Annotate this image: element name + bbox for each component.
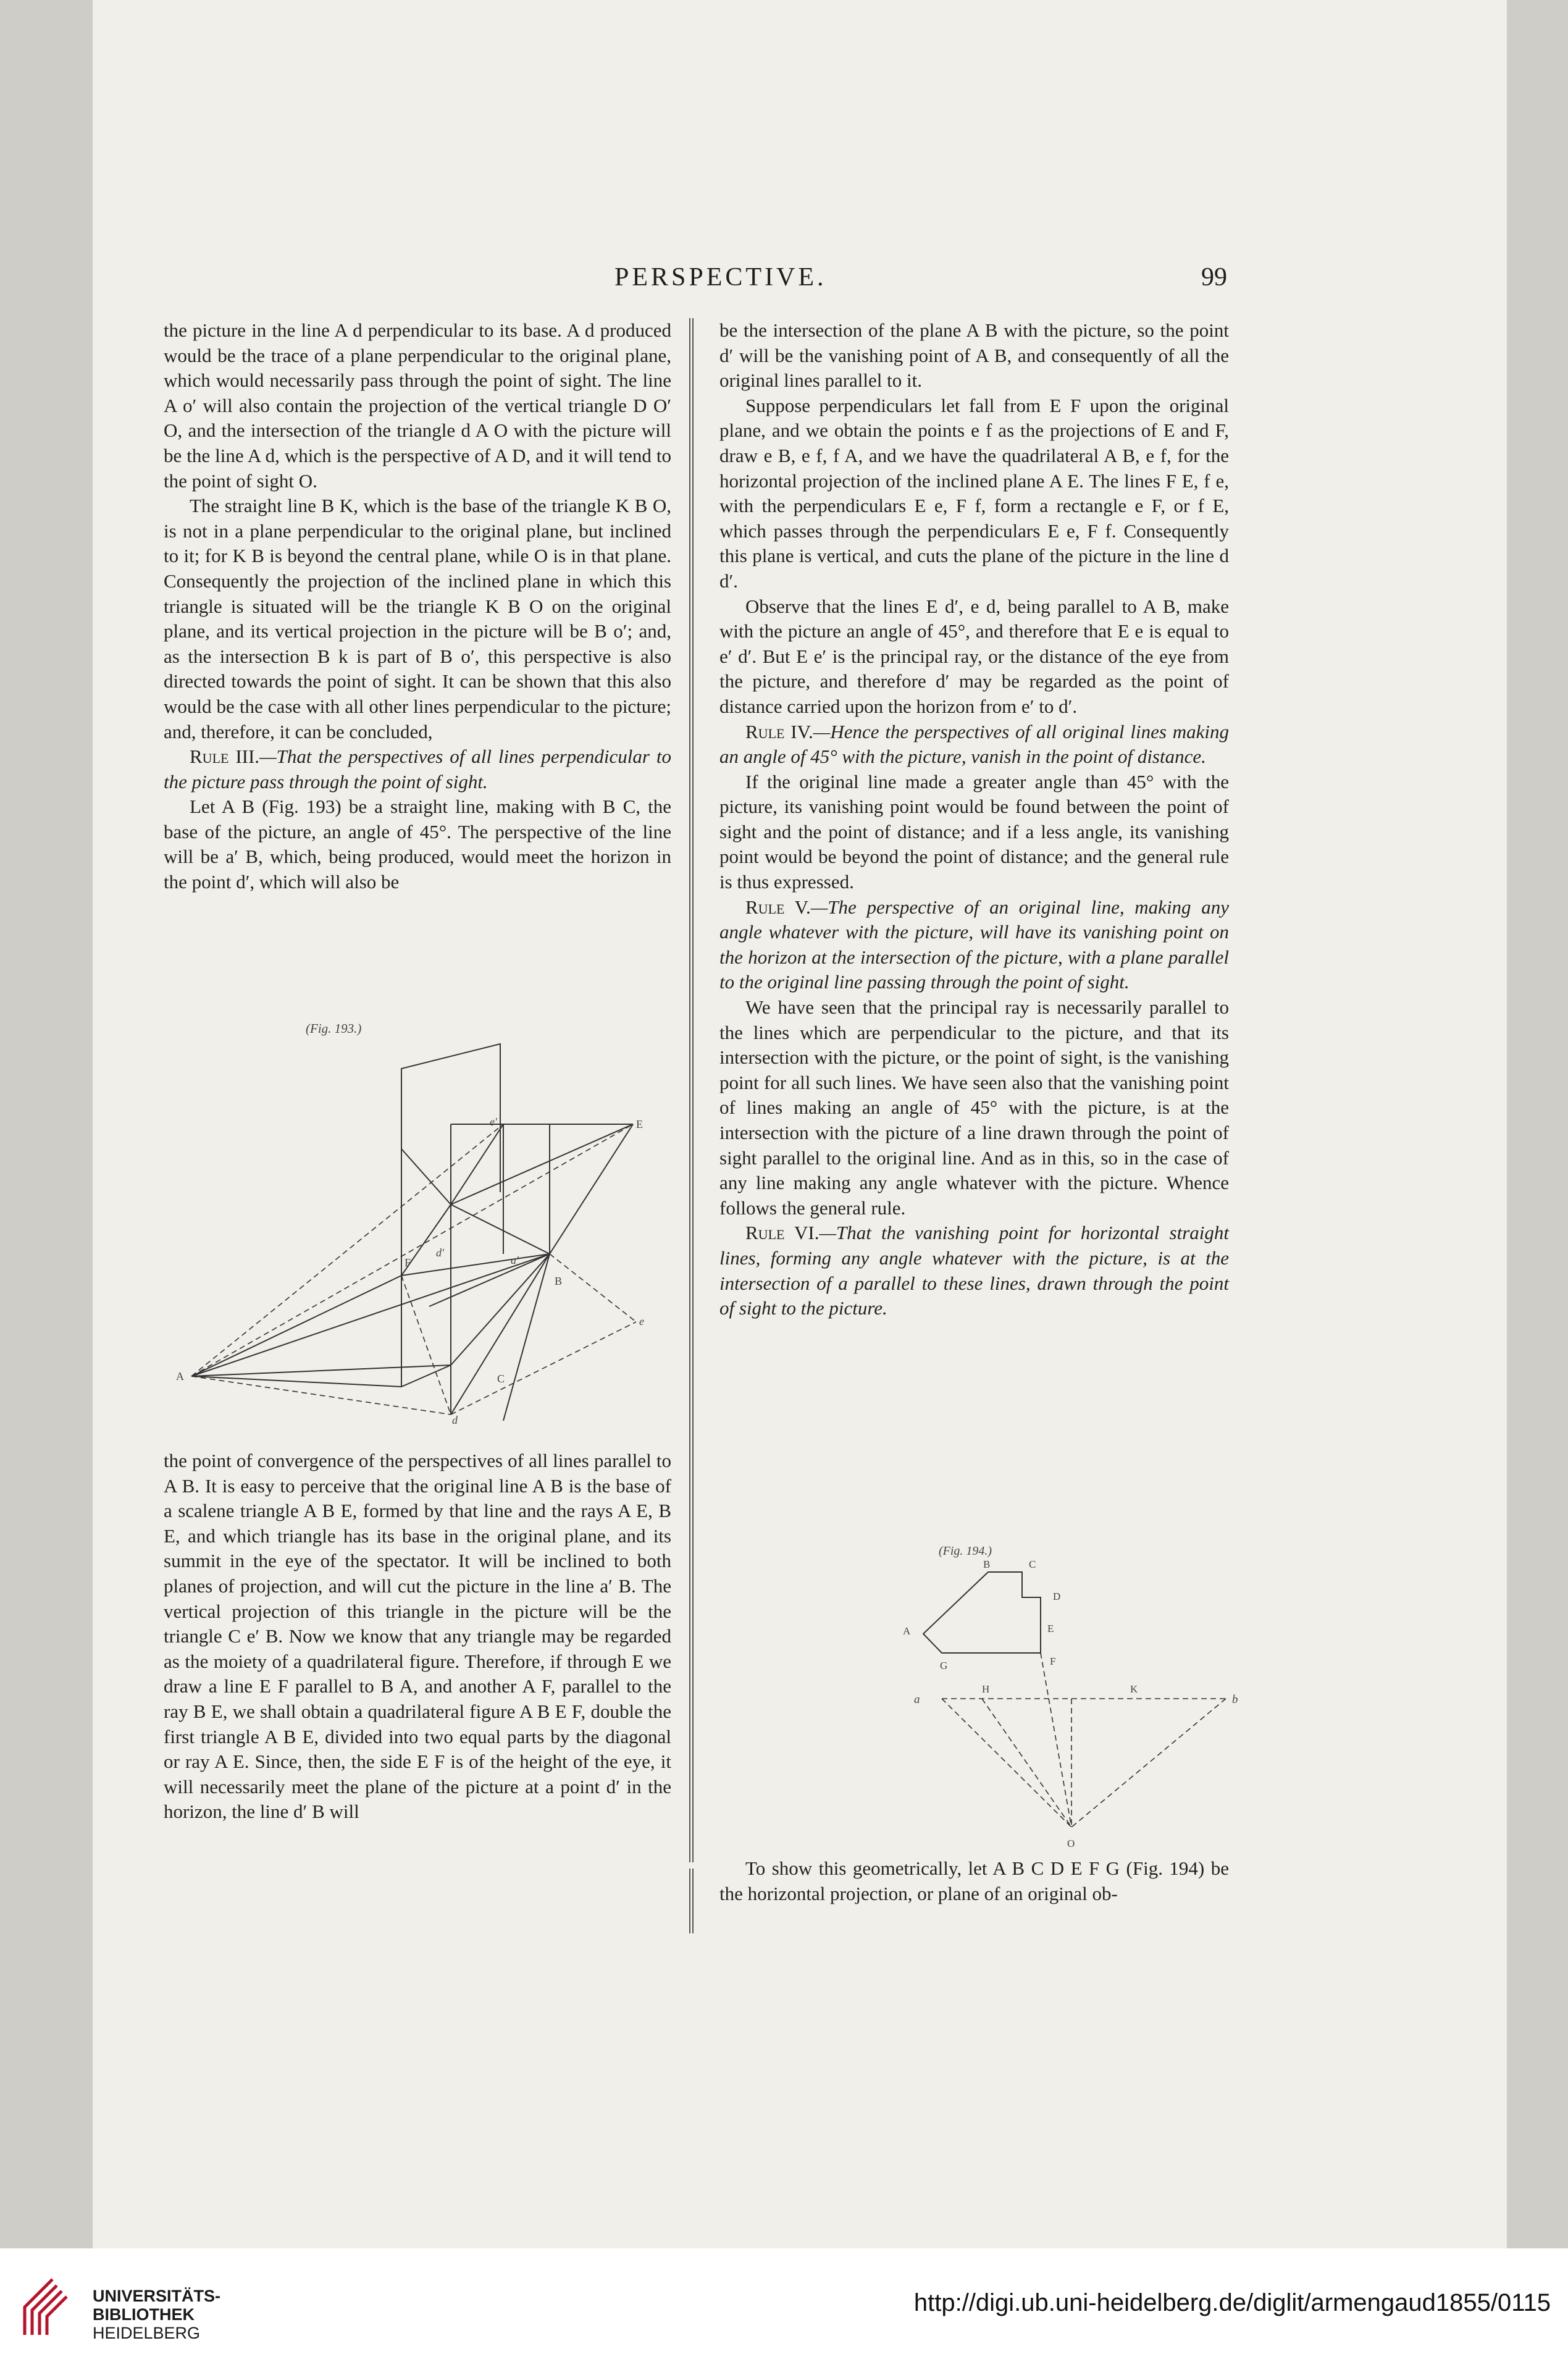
figure-193: [93, 0, 1507, 2248]
paragraph: Observe that the lines E d′, e d, being parallel to A B, make with the picture an angle of 45°, and therefore that E e is equal to e′ d′. But E e′ is the principal ray, or the distance of the eye from the picture, and therefore d′ may be regarded as the point of distance carried upon the horizon from e′ to d′.: [719, 595, 1229, 717]
fig193-caption: (Fig. 193.): [306, 1021, 362, 1036]
rule-text: —Hence the perspectives of all original lines making an angle of 45° with the picture, vanish in the point of distance.: [719, 720, 1229, 768]
fig194-label-H: H: [982, 1683, 990, 1695]
rule-number: Rule V.: [745, 896, 811, 918]
library-name-line1: UNIVERSITÄTS-: [93, 2287, 221, 2305]
paragraph: Suppose perpendiculars let fall from E F upon the original plane, and we obtain the points e f as the projections of E and F, draw e B, e f, f A, and we have the quadrilateral A B, e f, for the horizontal projection of the inclined plane A E. The lines F E, f e, with the perpendiculars E e, F f, form a rectangle e F, or f E, which passes through the perpendiculars E e, F f. Consequently this plane is vertical, and cuts the plane of the picture in the line d d′.: [719, 394, 1229, 592]
fig194-label-F: F: [1050, 1655, 1056, 1667]
rule-text: —The perspective of an original line, making any angle whatever with the picture, will have its vanishing point on the horizon at the intersection of the picture, with a plane parallel to the original line passing through the point of sight.: [719, 896, 1229, 993]
fig193-label-e-prime: e′: [490, 1116, 497, 1128]
fig193-label-E: E: [636, 1118, 643, 1130]
library-logo-icon: [19, 2276, 80, 2338]
fig194-label-A: A: [903, 1625, 911, 1637]
fig194-caption: (Fig. 194.): [939, 1544, 992, 1558]
paragraph: The straight line B K, which is the base of the triangle K B O, is not in a plane perpendicular to the original plane, but inclined to it; for K B is beyond the central plane, while O is in that plane. Consequently the projection of the inclined plane in which this triangle is situated will be the triangle K B O on the original plane, and its vertical projection in the picture will be B o′; and, as the intersection B k is part of B o′, this perspective is also directed towards the point of sight. It can be shown that this also would be the case with all other lines perpendicular to the picture; and, therefore, it can be concluded,: [164, 495, 671, 742]
fig193-label-F: F: [405, 1256, 411, 1269]
paragraph: be the intersection of the plane A B with the picture, so the point d′ will be the vanishing point of A B, and consequently of all the original lines parallel to it.: [719, 319, 1229, 392]
fig194-label-G: G: [940, 1660, 948, 1671]
fig193-label-B: B: [555, 1275, 563, 1287]
paragraph: If the original line made a greater angle than 45° with the picture, its vanishing point would be found between the point of sight and the point of distance; and if a less angle, its vanishing point would be beyond the point of distance; and the general rule is thus expressed.: [719, 770, 1229, 893]
library-name-line3: HEIDELBERG: [93, 2324, 201, 2342]
digitization-footer: [0, 2248, 1568, 2367]
fig193-label-a-prime: a′: [511, 1254, 519, 1266]
fig193-label-d-prime: d′: [436, 1247, 444, 1259]
rule-number: Rule VI.: [745, 1222, 820, 1244]
fig194-label-E: E: [1047, 1623, 1054, 1634]
page-number: 99: [1201, 263, 1227, 292]
library-name: [93, 2287, 220, 2342]
fig194-label-K: K: [1130, 1683, 1138, 1695]
fig194-label-b: b: [1232, 1693, 1238, 1706]
rule-text: —That the perspectives of all lines perpendicular to the picture pass through the point of sight.: [164, 746, 671, 793]
rule-number: Rule III.: [190, 746, 260, 768]
fig193-label-d: d: [452, 1414, 458, 1426]
paragraph: the point of convergence of the perspectives of all lines parallel to A B. It is easy to perceive that the original line A B is the base of a scalene triangle A B E, formed by that line and the rays A E, B E, and which triangle has its base in the original plane, and its summit in the eye of the spectator. It will be inclined to both planes of projection, and will cut the picture in the line a′ B. The vertical projection of this triangle in the picture will be the triangle C e′ B. Now we know that any triangle may be regarded as the moiety of a quadrilateral figure. Therefore, if through E we draw a line E F parallel to B A, and another A F, parallel to the ray B E, we shall obtain a quadrilateral figure A B E F, double the first triangle A B E, divided into two equal parts by the diagonal or ray A E. Since, then, the side E F is of the height of the eye, it will necessarily meet the plane of the picture at a point d′ in the horizon, the line d′ B will: [164, 1450, 671, 1823]
rule-text: —That the vanishing point for horizontal straight lines, forming any angle whatever with the picture, is at the intersection of a parallel to these lines, drawn through the point of sight to the picture.: [719, 1222, 1229, 1319]
fig194-label-D: D: [1053, 1591, 1061, 1602]
fig194-label-B: B: [983, 1558, 991, 1570]
library-name-line2: BIBLIOTHEK: [93, 2305, 195, 2324]
fig194-label-O: O: [1067, 1838, 1075, 1849]
fig193-label-C: C: [497, 1373, 505, 1385]
fig193-label-e: e: [639, 1315, 644, 1327]
running-title: PERSPECTIVE.: [614, 263, 827, 292]
fig194-label-a: a: [914, 1693, 920, 1706]
source-url-link[interactable]: http://digi.ub.uni-heidelberg.de/diglit/armengaud1855/0115: [913, 2289, 1551, 2316]
paragraph: We have seen that the principal ray is necessarily parallel to the lines which are perpendicular to the picture, and that its intersection with the picture, or the point of sight, is the vanishing point for all such lines. We have seen also that the vanishing point of lines making an angle of 45° with the picture, is at the intersection with the picture of a line drawn through the point of sight parallel to the original line. And as in this, so in the case of any line making any angle whatever with the picture. Whence follows the general rule.: [719, 996, 1229, 1219]
book-page: [93, 0, 1507, 2248]
fig193-label-A: A: [176, 1370, 184, 1382]
paragraph: the picture in the line A d perpendicular to its base. A d produced would be the trace of a plane perpendicular to the original plane, which would necessarily pass through the point of sight. The line A o′ will also contain the projection of the vertical triangle D O′ O, and the intersection of the triangle d A O with the picture will be the line A d, which is the perspective of A D, and it will tend to the point of sight O.: [164, 319, 671, 492]
paragraph: Let A B (Fig. 193) be a straight line, making with B C, the base of the picture, an angle of 45°. The perspective of the line will be a′ B, which, being produced, would meet the horizon in the point d′, which will also be: [164, 796, 671, 893]
fig194-label-C: C: [1029, 1558, 1036, 1570]
paragraph: To show this geometrically, let A B C D E F G (Fig. 194) be the horizontal projection, or plane of an original ob-: [719, 1857, 1229, 1904]
rule-number: Rule IV.: [745, 720, 813, 742]
